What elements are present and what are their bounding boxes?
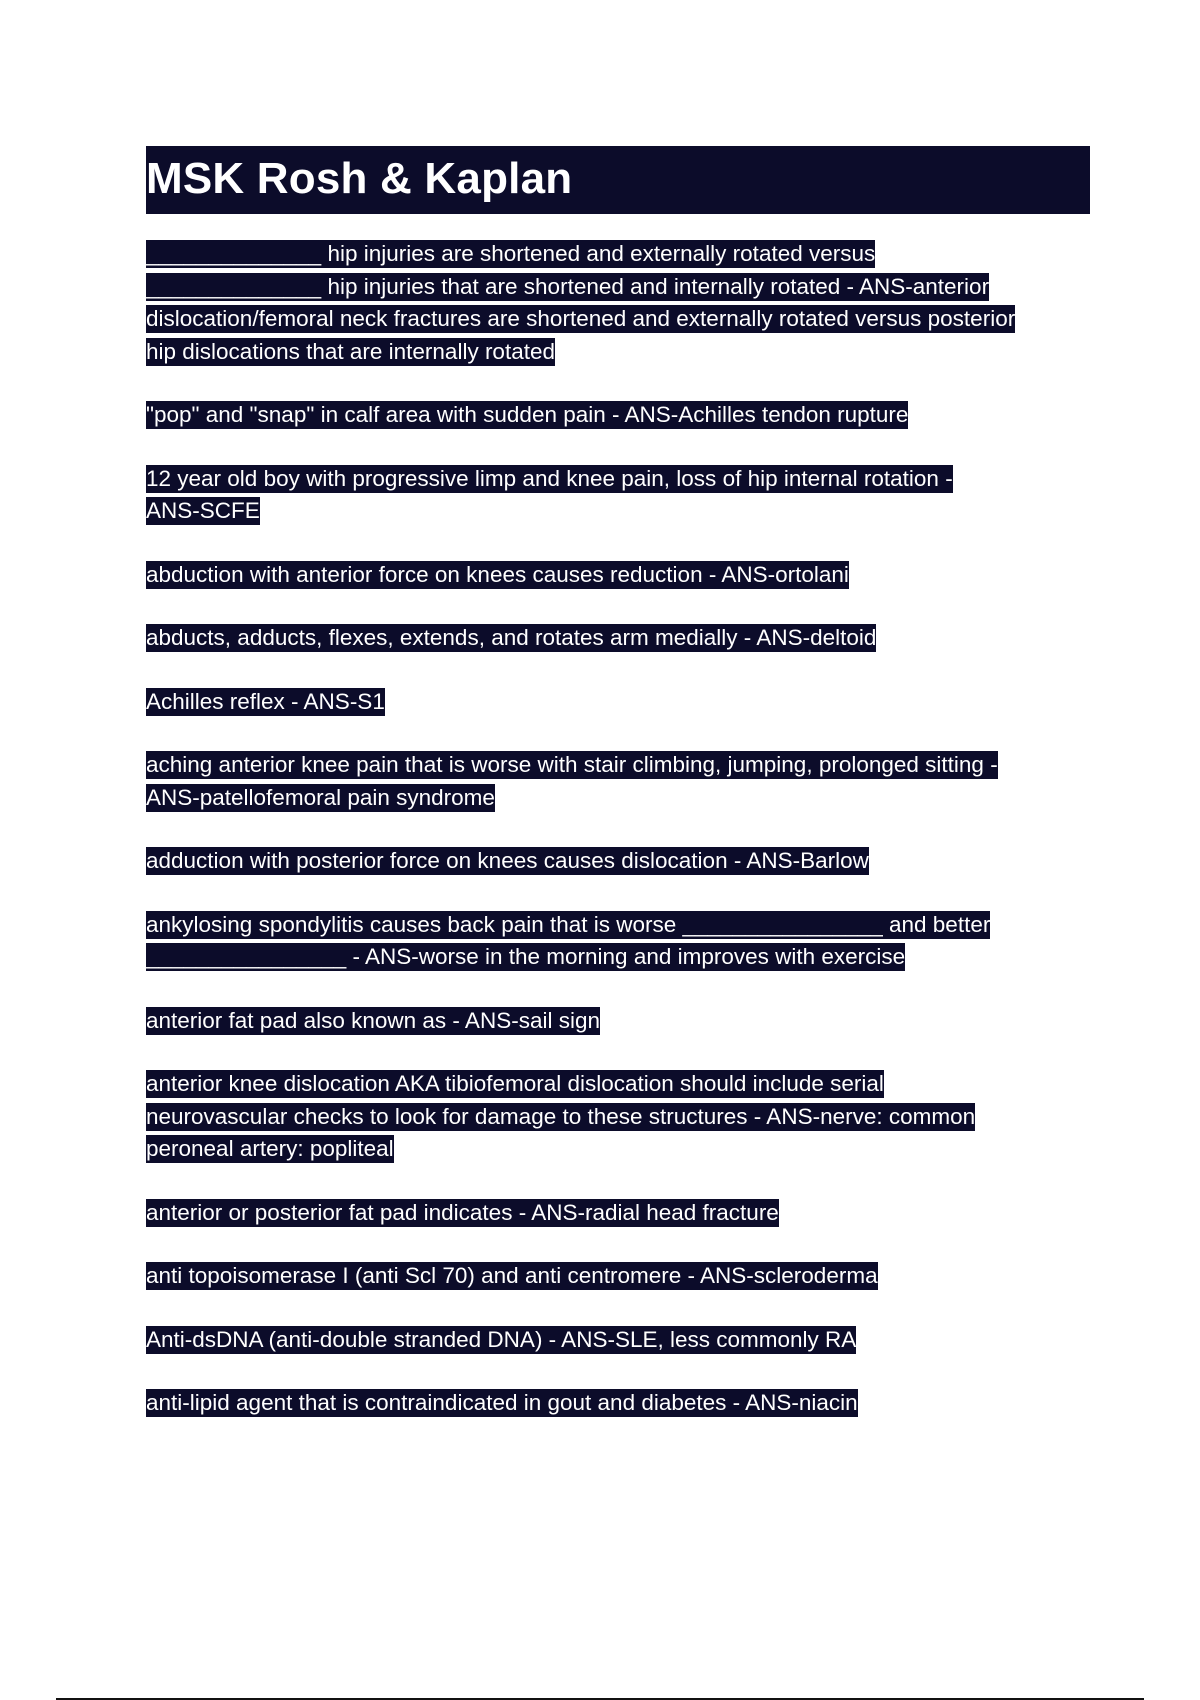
flashcard-text: Anti-dsDNA (anti-double stranded DNA) - ANS-SLE, less commonly RA — [146, 1326, 857, 1352]
flashcard-text: aching anterior knee pain that is worse with stair climbing, jumping, prolonged sitting - ANS-patellofemoral pain syndrome — [146, 752, 998, 810]
flashcard-text: ______________ hip injuries are shortened and externally rotated versus ______________ hip injuries that are shortened and internally rotated - ANS-anterior dislocation/femoral neck fractures are shortened and externally rotated versus posterior hip dislocations that are internally rotated — [146, 241, 1016, 364]
flashcard-text: abducts, adducts, flexes, extends, and rotates arm medially - ANS-deltoid — [146, 625, 877, 650]
flashcard-text: anterior or posterior fat pad indicates - ANS-radial head fracture — [146, 1199, 779, 1225]
flashcard-text: abduction with anterior force on knees causes reduction - ANS-ortolani — [146, 561, 849, 587]
flashcard-text: adduction with posterior force on knees causes dislocation - ANS-Barlow — [146, 848, 869, 873]
flashcard-entry — [146, 1324, 1090, 1357]
flashcard-text: ankylosing spondylitis causes back pain that is worse ________________ and better ________________ - ANS-worse in the morning and improves with exercise — [146, 911, 991, 969]
flashcard-entry — [146, 1197, 1090, 1230]
flashcard-entry — [146, 463, 1090, 528]
flashcard-entry — [146, 399, 1090, 432]
flashcard-text: 12 year old boy with progressive limp and knee pain, loss of hip internal rotation - ANS-SCFE — [146, 465, 953, 523]
document-page — [146, 146, 1090, 1451]
flashcard-entry — [146, 622, 1090, 655]
flashcard-entry — [146, 559, 1090, 592]
flashcard-entry — [146, 749, 1090, 814]
flashcard-text: anti topoisomerase I (anti Scl 70) and anti centromere - ANS-scleroderma — [146, 1263, 878, 1288]
flashcard-text: anterior fat pad also known as - ANS-sail sign — [146, 1007, 600, 1033]
flashcard-entry — [146, 845, 1090, 878]
flashcard-entry — [146, 1005, 1090, 1038]
document-title: MSK Rosh & Kaplan — [146, 154, 573, 203]
flashcard-text: anterior knee dislocation AKA tibiofemoral dislocation should include serial neurovascular checks to look for damage to these structures - ANS-nerve: common peroneal artery: popliteal — [146, 1071, 976, 1161]
flashcard-entry — [146, 1260, 1090, 1293]
flashcard-entry — [146, 238, 1090, 368]
flashcard-entry — [146, 909, 1090, 974]
flashcard-text: anti-lipid agent that is contraindicated in gout and diabetes - ANS-niacin — [146, 1390, 858, 1415]
title-bar — [146, 146, 1090, 214]
flashcard-text: Achilles reflex - ANS-S1 — [146, 688, 385, 714]
flashcard-text: "pop" and "snap" in calf area with sudden pain - ANS-Achilles tendon rupture — [146, 402, 909, 427]
flashcard-entry — [146, 1387, 1090, 1420]
flashcard-entry — [146, 1068, 1090, 1166]
flashcard-entry — [146, 686, 1090, 719]
